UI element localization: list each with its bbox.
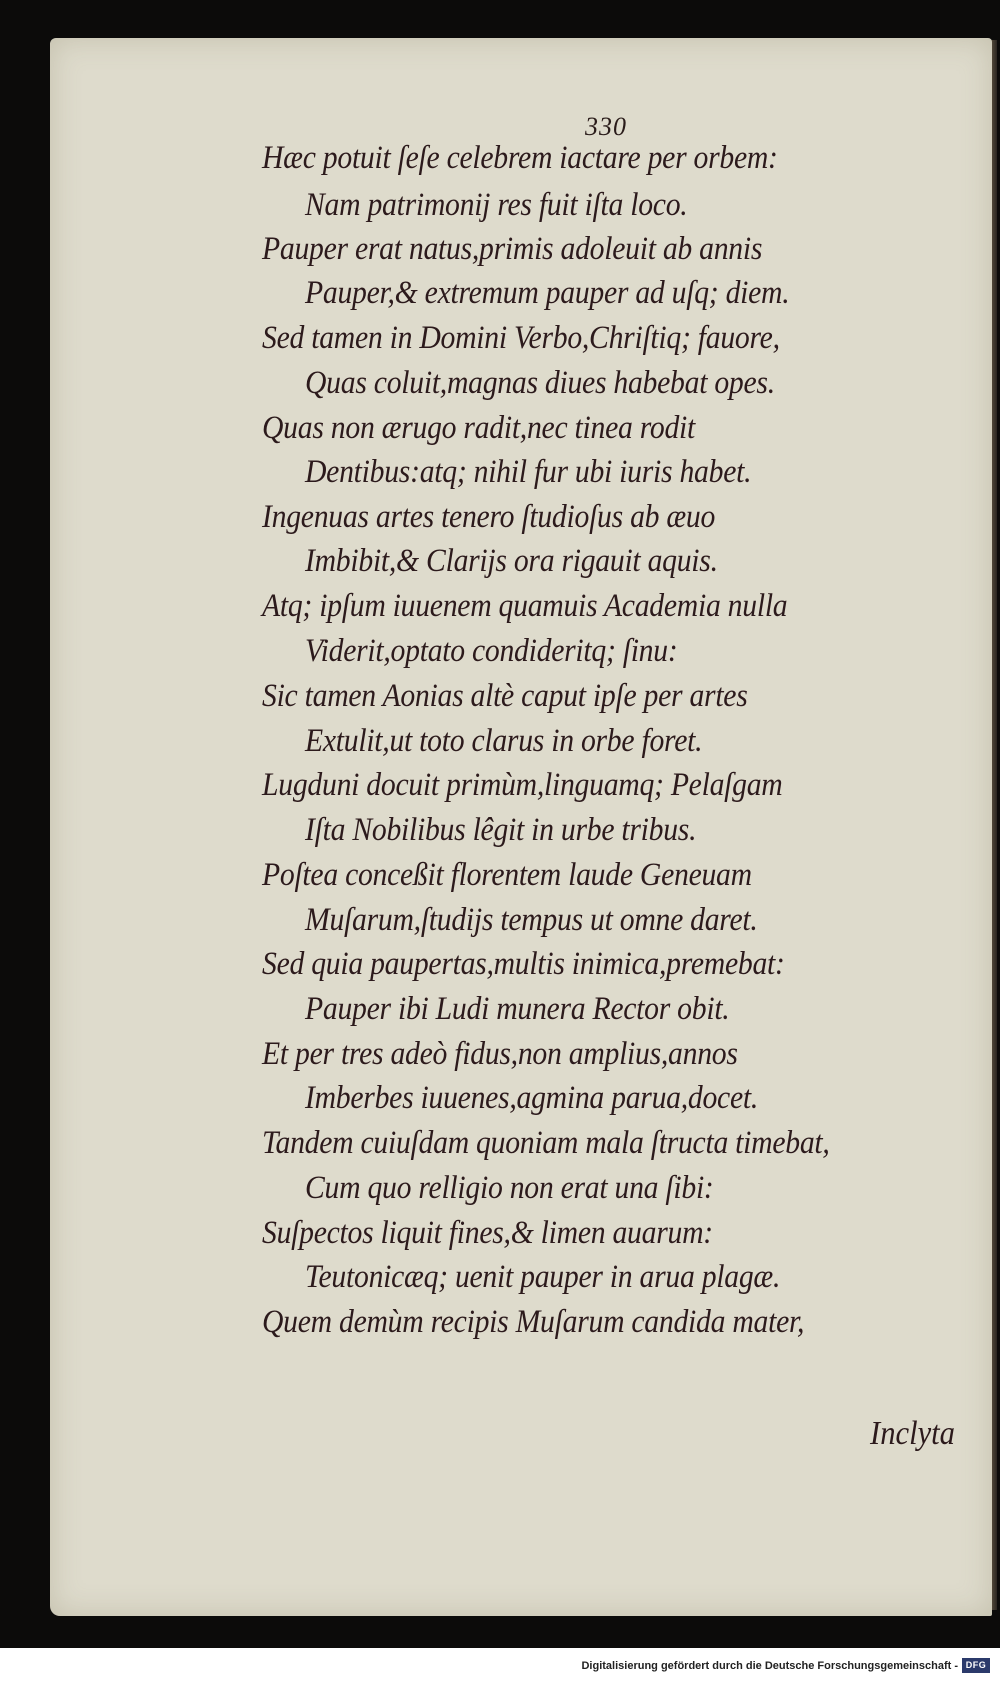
verse-line: Imbibit,& Clarijs ora rigauit aquis.	[305, 543, 718, 579]
verse-line: Sed tamen in Domini Verbo,Chriſtiq; fauore,	[262, 320, 780, 356]
verse-line: Poſtea conceßit florentem laude Geneuam	[262, 857, 752, 893]
verse-line: Tandem cuiuſdam quoniam mala ſtructa timebat,	[262, 1125, 830, 1161]
verse-line: Dentibus:atq; nihil fur ubi iuris habet.	[305, 454, 752, 490]
verse-line: Quem demùm recipis Muſarum candida mater,	[262, 1304, 805, 1340]
catchword: Inclyta	[870, 1415, 955, 1452]
verse-line: Et per tres adeò fidus,non amplius,annos	[262, 1036, 738, 1072]
verse-line: Quas coluit,magnas diues habebat opes.	[305, 365, 775, 401]
verse-line: Iſta Nobilibus lêgit in urbe tribus.	[305, 812, 697, 848]
verse-line: Sic tamen Aonias altè caput ipſe per artes	[262, 678, 748, 714]
dfg-logo: DFG	[962, 1658, 990, 1673]
funding-credit: Digitalisierung gefördert durch die Deutsche Forschungsgemeinschaft -	[581, 1660, 958, 1672]
verse-line: Suſpectos liquit fines,& limen auarum:	[262, 1215, 713, 1251]
verse-line: Viderit,optato condideritq; ſinu:	[305, 633, 678, 669]
verse-line: Atq; ipſum iuuenem quamuis Academia nulla	[262, 588, 788, 624]
verse-line: Quas non ærugo radit,nec tinea rodit	[262, 410, 696, 446]
verse-line: Nam patrimonij res fuit iſta loco.	[305, 187, 688, 223]
footer-bar	[0, 1648, 1000, 1684]
verse-line: Muſarum,ſtudijs tempus ut omne daret.	[305, 902, 758, 938]
verse-line: Extulit,ut toto clarus in orbe foret.	[305, 723, 703, 759]
verse-line: Teutonicæq; uenit pauper in arua plagæ.	[305, 1259, 781, 1295]
verse-line: Hæc potuit ſeſe celebrem iactare per orbem:	[262, 140, 778, 176]
verse-line: Sed quia paupertas,multis inimica,premebat:	[262, 946, 785, 982]
verse-line: Lugduni docuit primùm,linguamq; Pelaſgam	[262, 767, 783, 803]
verse-line: Cum quo relligio non erat una ſibi:	[305, 1170, 714, 1206]
verse-line: Pauper ibi Ludi munera Rector obit.	[305, 991, 730, 1027]
verse-line: Ingenuas artes tenero ſtudioſus ab æuo	[262, 499, 716, 535]
verse-line: Pauper,& extremum pauper ad uſq; diem.	[305, 275, 790, 311]
page-number: 330	[585, 112, 627, 141]
verse-line: Pauper erat natus,primis adoleuit ab annis	[262, 231, 763, 267]
verse-line: Imberbes iuuenes,agmina parua,docet.	[305, 1080, 759, 1116]
